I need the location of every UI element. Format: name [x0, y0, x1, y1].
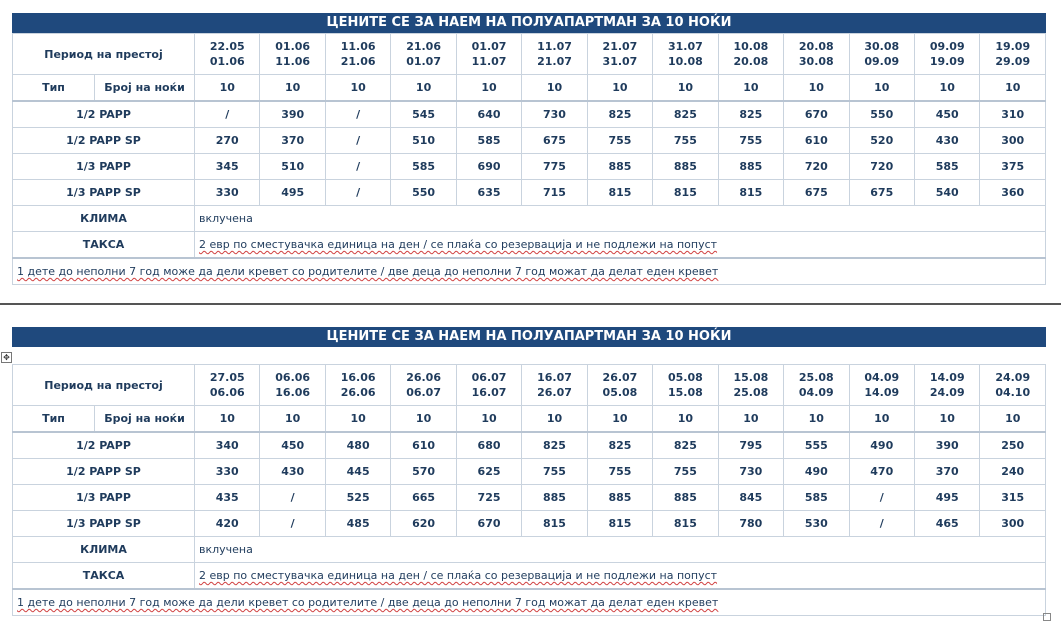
footnote-cell	[13, 258, 1046, 285]
period-from: 10.08	[733, 40, 769, 53]
period-from: 21.07	[602, 40, 638, 53]
nights-row	[13, 75, 1046, 102]
period-from: 11.06	[340, 40, 376, 53]
nights-cell: 10	[849, 406, 914, 433]
nights-cell: 10	[325, 406, 390, 433]
period-row	[13, 365, 1046, 406]
price-cell: 445	[325, 459, 390, 485]
room-type-label: 1/3 PAPP SP	[13, 180, 195, 206]
table-title: ЦЕНИТЕ СЕ ЗА НАЕМ НА ПОЛУАПАРТМАН ЗА 10 НОЌИ	[12, 13, 1046, 33]
period-from: 15.08	[733, 371, 769, 384]
price-cell: 675	[522, 128, 587, 154]
price-cell: 620	[391, 511, 456, 537]
nights-cell: 10	[456, 75, 521, 102]
price-cell: 755	[587, 459, 652, 485]
period-cell	[653, 34, 718, 75]
period-to: 11.06	[275, 55, 311, 68]
taksa-row	[13, 563, 1046, 590]
period-to: 25.08	[733, 386, 769, 399]
room-type-label: 1/2 PAPP SP	[13, 128, 195, 154]
table-title: ЦЕНИТЕ СЕ ЗА НАЕМ НА ПОЛУАПАРТМАН ЗА 10 НОЌИ	[12, 327, 1046, 347]
price-cell: 885	[587, 154, 652, 180]
price-cell: 585	[391, 154, 456, 180]
klima-label: КЛИМА	[13, 206, 195, 232]
price-cell: 330	[195, 180, 260, 206]
price-cell: 510	[391, 128, 456, 154]
price-cell: 720	[849, 154, 914, 180]
price-table	[12, 364, 1046, 616]
price-cell: 360	[980, 180, 1046, 206]
nights-cell: 10	[587, 406, 652, 433]
period-cell	[522, 34, 587, 75]
price-cell: /	[325, 101, 390, 128]
period-from: 21.06	[406, 40, 441, 53]
price-table-block-2	[12, 327, 1046, 616]
period-from: 22.05	[209, 40, 245, 53]
price-cell: 495	[914, 485, 979, 511]
period-cell	[849, 34, 914, 75]
room-type-label: 1/2 PAPP SP	[13, 459, 195, 485]
price-cell: 815	[653, 180, 718, 206]
price-cell: 725	[456, 485, 521, 511]
period-to: 09.09	[864, 55, 900, 68]
nights-cell: 10	[522, 75, 587, 102]
price-cell: 885	[653, 485, 718, 511]
taksa-value-cell	[195, 232, 1046, 259]
nights-cell: 10	[718, 406, 783, 433]
period-to: 06.07	[406, 386, 441, 399]
price-cell: 825	[653, 432, 718, 459]
period-cell	[325, 365, 390, 406]
room-type-label: 1/3 PAPP SP	[13, 511, 195, 537]
period-to: 24.09	[929, 386, 965, 399]
price-cell: 430	[914, 128, 979, 154]
period-to: 01.06	[209, 55, 245, 68]
nights-cell: 10	[914, 75, 979, 102]
price-cell: 755	[653, 128, 718, 154]
period-label: Период на престој	[13, 34, 195, 75]
period-from: 31.07	[668, 40, 703, 53]
period-cell	[522, 365, 587, 406]
price-cell: 795	[718, 432, 783, 459]
price-cell: 815	[522, 511, 587, 537]
price-cell: 815	[653, 511, 718, 537]
price-cell: 345	[195, 154, 260, 180]
price-cell: 755	[653, 459, 718, 485]
footnote-text: 1 дете до неполни 7 год може да дели кревет со родителите / две деца до неполни 7 год можат да делат еден кревет	[17, 596, 719, 609]
period-from: 16.06	[340, 371, 376, 384]
price-cell: 240	[980, 459, 1046, 485]
period-to: 01.07	[406, 55, 441, 68]
price-cell: 675	[784, 180, 849, 206]
price-cell: 675	[849, 180, 914, 206]
period-cell	[653, 365, 718, 406]
price-cell: 525	[325, 485, 390, 511]
period-to: 15.08	[668, 386, 703, 399]
period-cell	[391, 365, 456, 406]
klima-row	[13, 206, 1046, 232]
price-cell: 815	[718, 180, 783, 206]
price-table-block-1	[12, 13, 1046, 285]
period-to: 04.10	[995, 386, 1031, 399]
taksa-value: 2 евр по сместувачка единица на ден / се плаќа со резервација и не подлежи на попуст	[199, 238, 718, 251]
period-cell	[587, 34, 652, 75]
price-cell: 825	[718, 101, 783, 128]
period-to: 21.07	[537, 55, 572, 68]
period-from: 20.08	[798, 40, 834, 53]
period-from: 26.06	[406, 371, 441, 384]
period-to: 19.09	[929, 55, 965, 68]
period-cell	[391, 34, 456, 75]
period-cell	[980, 365, 1046, 406]
period-row	[13, 34, 1046, 75]
type-label: Тип	[13, 406, 95, 433]
period-to: 10.08	[668, 55, 703, 68]
table-row	[13, 180, 1046, 206]
period-to: 20.08	[733, 55, 769, 68]
period-to: 31.07	[602, 55, 638, 68]
price-cell: 610	[391, 432, 456, 459]
period-from: 27.05	[209, 371, 245, 384]
period-cell	[587, 365, 652, 406]
klima-value: вклучена	[195, 537, 1046, 563]
period-to: 04.09	[798, 386, 834, 399]
price-cell: 270	[195, 128, 260, 154]
period-from: 01.06	[275, 40, 311, 53]
period-from: 05.08	[668, 371, 703, 384]
period-to: 26.07	[537, 386, 572, 399]
nights-cell: 10	[587, 75, 652, 102]
price-cell: 370	[260, 128, 325, 154]
price-cell: 825	[522, 432, 587, 459]
table-row	[13, 154, 1046, 180]
price-cell: 300	[980, 128, 1046, 154]
period-from: 25.08	[798, 371, 834, 384]
price-cell: 435	[195, 485, 260, 511]
price-cell: 885	[653, 154, 718, 180]
price-cell: 250	[980, 432, 1046, 459]
price-cell: 310	[980, 101, 1046, 128]
nights-cell: 10	[391, 406, 456, 433]
nights-row	[13, 406, 1046, 433]
klima-label: КЛИМА	[13, 537, 195, 563]
price-cell: 625	[456, 459, 521, 485]
nights-cell: 10	[849, 75, 914, 102]
period-from: 24.09	[995, 371, 1031, 384]
price-table	[12, 33, 1046, 285]
price-cell: 680	[456, 432, 521, 459]
nights-cell: 10	[195, 406, 260, 433]
period-cell	[849, 365, 914, 406]
price-cell: 540	[914, 180, 979, 206]
price-cell: 885	[718, 154, 783, 180]
period-label: Период на престој	[13, 365, 195, 406]
price-cell: 370	[914, 459, 979, 485]
price-cell: 545	[391, 101, 456, 128]
nights-cell: 10	[718, 75, 783, 102]
period-cell	[980, 34, 1046, 75]
room-type-label: 1/3 PAPP	[13, 485, 195, 511]
footnote-row	[13, 589, 1046, 616]
nights-label: Број на ноќи	[95, 406, 195, 433]
page-separator-line	[0, 303, 1061, 305]
room-type-label: 1/3 PAPP	[13, 154, 195, 180]
price-cell: 520	[849, 128, 914, 154]
period-to: 30.08	[798, 55, 834, 68]
nights-label: Број на ноќи	[95, 75, 195, 102]
period-to: 16.07	[471, 386, 507, 399]
nights-cell: 10	[784, 75, 849, 102]
table-row	[13, 432, 1046, 459]
price-cell: 510	[260, 154, 325, 180]
klima-value: вклучена	[195, 206, 1046, 232]
price-cell: 885	[587, 485, 652, 511]
period-cell	[718, 365, 783, 406]
price-cell: 470	[849, 459, 914, 485]
period-to: 26.06	[340, 386, 376, 399]
price-cell: 755	[718, 128, 783, 154]
price-cell: 555	[784, 432, 849, 459]
price-cell: 845	[718, 485, 783, 511]
period-cell	[325, 34, 390, 75]
price-cell: 665	[391, 485, 456, 511]
table-row	[13, 511, 1046, 537]
price-cell: 315	[980, 485, 1046, 511]
footnote-text: 1 дете до неполни 7 год може да дели кревет со родителите / две деца до неполни 7 год можат да делат еден кревет	[17, 265, 719, 278]
price-cell: 340	[195, 432, 260, 459]
period-cell	[260, 34, 325, 75]
move-table-handle-icon[interactable]: ✥	[1, 352, 12, 363]
price-cell: 825	[587, 101, 652, 128]
nights-cell: 10	[653, 406, 718, 433]
price-cell: 465	[914, 511, 979, 537]
period-cell	[456, 34, 521, 75]
price-cell: 775	[522, 154, 587, 180]
price-cell: 825	[587, 432, 652, 459]
price-cell: 585	[456, 128, 521, 154]
period-to: 11.07	[471, 55, 507, 68]
taksa-value: 2 евр по сместувачка единица на ден / се плаќа со резервација и не подлежи на попуст	[199, 569, 718, 582]
period-from: 19.09	[995, 40, 1031, 53]
price-cell: 450	[260, 432, 325, 459]
price-cell: 730	[522, 101, 587, 128]
nights-cell: 10	[522, 406, 587, 433]
table-row	[13, 459, 1046, 485]
price-cell: 570	[391, 459, 456, 485]
period-cell	[456, 365, 521, 406]
price-cell: 420	[195, 511, 260, 537]
nights-cell: 10	[456, 406, 521, 433]
period-cell	[914, 34, 979, 75]
nights-cell: 10	[195, 75, 260, 102]
nights-cell: 10	[653, 75, 718, 102]
price-cell: 755	[587, 128, 652, 154]
price-cell: 715	[522, 180, 587, 206]
room-type-label: 1/2 PAPP	[13, 101, 195, 128]
period-cell	[914, 365, 979, 406]
period-cell	[195, 34, 260, 75]
price-cell: 670	[784, 101, 849, 128]
price-cell: /	[849, 511, 914, 537]
period-to: 06.06	[209, 386, 245, 399]
taksa-label: ТАКСА	[13, 563, 195, 590]
price-cell: /	[849, 485, 914, 511]
table-row	[13, 101, 1046, 128]
price-cell: /	[325, 154, 390, 180]
taksa-label: ТАКСА	[13, 232, 195, 259]
price-cell: 730	[718, 459, 783, 485]
period-to: 14.09	[864, 386, 900, 399]
price-cell: /	[325, 128, 390, 154]
period-cell	[784, 365, 849, 406]
price-cell: 300	[980, 511, 1046, 537]
period-from: 06.06	[275, 371, 311, 384]
nights-cell: 10	[914, 406, 979, 433]
footnote-cell	[13, 589, 1046, 616]
price-cell: 755	[522, 459, 587, 485]
price-cell: 635	[456, 180, 521, 206]
period-cell	[784, 34, 849, 75]
nights-cell: 10	[260, 406, 325, 433]
price-cell: 480	[325, 432, 390, 459]
table-row	[13, 128, 1046, 154]
price-cell: 330	[195, 459, 260, 485]
price-cell: 815	[587, 511, 652, 537]
price-cell: 640	[456, 101, 521, 128]
klima-row	[13, 537, 1046, 563]
price-cell: 490	[784, 459, 849, 485]
price-cell: 585	[784, 485, 849, 511]
period-from: 26.07	[602, 371, 638, 384]
period-cell	[260, 365, 325, 406]
price-cell: 885	[522, 485, 587, 511]
period-from: 04.09	[864, 371, 900, 384]
price-cell: 815	[587, 180, 652, 206]
price-cell: 550	[849, 101, 914, 128]
room-type-label: 1/2 PAPP	[13, 432, 195, 459]
period-from: 09.09	[929, 40, 965, 53]
price-cell: /	[325, 180, 390, 206]
price-cell: 490	[849, 432, 914, 459]
period-cell	[195, 365, 260, 406]
table-resize-handle[interactable]	[1043, 613, 1051, 621]
price-cell: /	[260, 485, 325, 511]
price-cell: 430	[260, 459, 325, 485]
nights-cell: 10	[784, 406, 849, 433]
taksa-row	[13, 232, 1046, 259]
price-cell: 780	[718, 511, 783, 537]
period-from: 16.07	[537, 371, 572, 384]
period-from: 11.07	[537, 40, 572, 53]
period-to: 05.08	[602, 386, 638, 399]
price-cell: 390	[914, 432, 979, 459]
price-cell: 670	[456, 511, 521, 537]
nights-cell: 10	[325, 75, 390, 102]
price-cell: 610	[784, 128, 849, 154]
period-from: 01.07	[471, 40, 507, 53]
footnote-row	[13, 258, 1046, 285]
price-cell: 495	[260, 180, 325, 206]
table-row	[13, 485, 1046, 511]
price-cell: 485	[325, 511, 390, 537]
price-cell: 530	[784, 511, 849, 537]
period-from: 14.09	[929, 371, 965, 384]
period-from: 30.08	[864, 40, 900, 53]
price-cell: 585	[914, 154, 979, 180]
nights-cell: 10	[980, 406, 1046, 433]
taksa-value-cell	[195, 563, 1046, 590]
period-to: 16.06	[275, 386, 311, 399]
price-cell: 375	[980, 154, 1046, 180]
price-cell: 550	[391, 180, 456, 206]
price-cell: 690	[456, 154, 521, 180]
nights-cell: 10	[980, 75, 1046, 102]
period-to: 21.06	[340, 55, 376, 68]
period-to: 29.09	[995, 55, 1031, 68]
price-cell: 825	[653, 101, 718, 128]
nights-cell: 10	[391, 75, 456, 102]
price-cell: /	[260, 511, 325, 537]
period-cell	[718, 34, 783, 75]
type-label: Тип	[13, 75, 95, 102]
period-from: 06.07	[471, 371, 507, 384]
price-cell: /	[195, 101, 260, 128]
nights-cell: 10	[260, 75, 325, 102]
price-cell: 390	[260, 101, 325, 128]
price-cell: 720	[784, 154, 849, 180]
price-cell: 450	[914, 101, 979, 128]
